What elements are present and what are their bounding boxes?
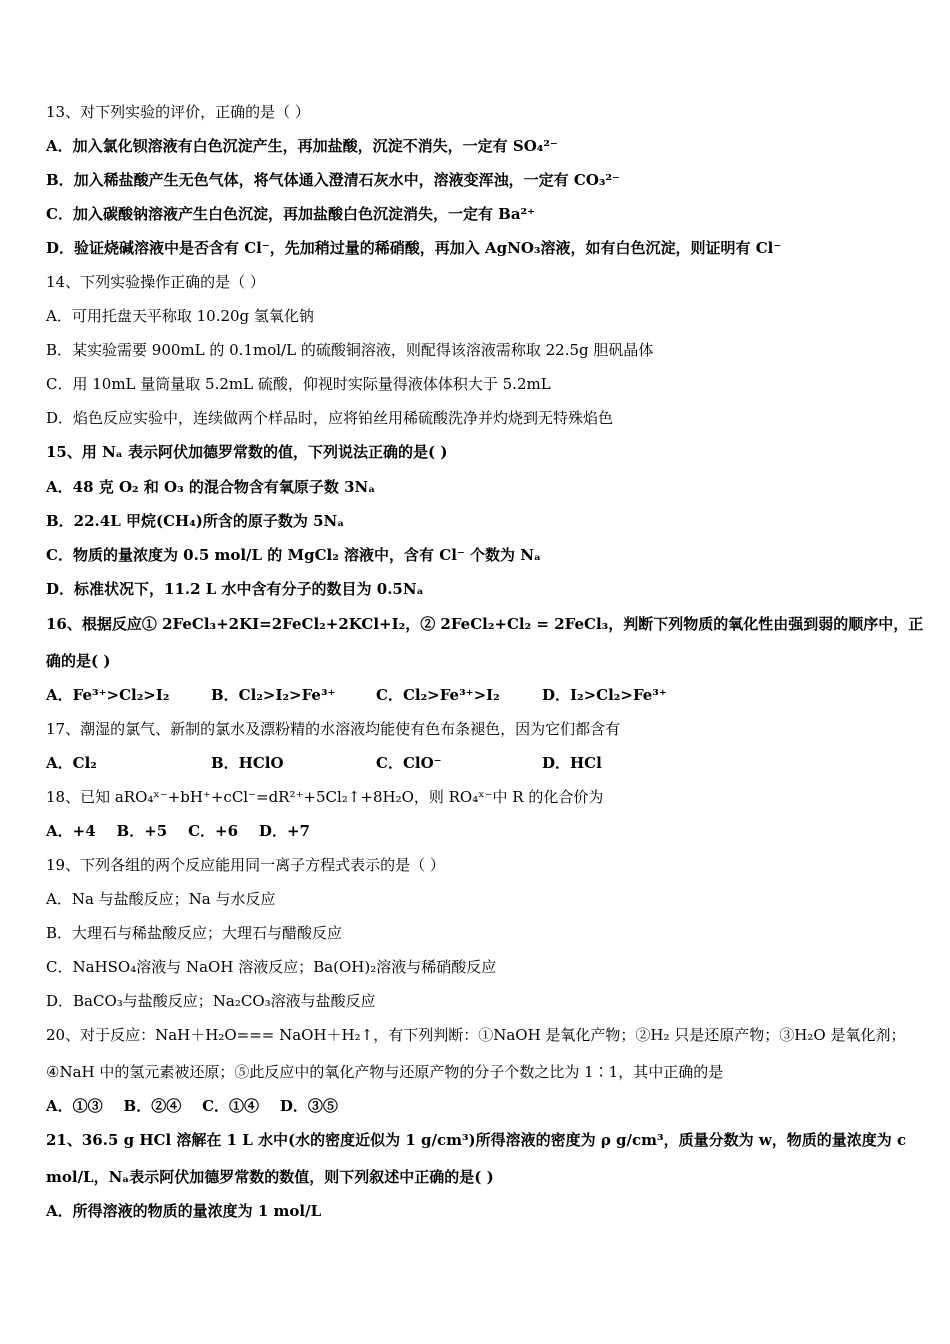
q17-option-b: B．HClO [211,754,284,772]
q16-option-b: B．Cl₂>I₂>Fe³⁺ [211,686,336,704]
q16-option-a: A．Fe³⁺>Cl₂>I₂ [46,686,170,704]
q13-option-b: B．加入稀盐酸产生无色气体，将气体通入澄清石灰水中，溶液变浑浊，一定有 CO₃²⁻ [46,171,620,189]
q14-option-a: A．可用托盘天平称取 10.20g 氢氧化钠 [46,307,314,325]
q15-option-b: B．22.4L 甲烷(CH₄)所含的原子数为 5Nₐ [46,512,345,530]
q13-stem: 13、对下列实验的评价，正确的是（ ） [46,103,310,121]
q21-stem-line1: 21、36.5 g HCl 溶解在 1 L 水中(水的密度近似为 1 g/cm³)所得溶液的密度为 ρ g/cm³，质量分数为 w，物质的量浓度为 c [46,1131,907,1149]
q18-options: A．+4 B．+5 C．+6 D．+7 [46,822,310,840]
q17-stem: 17、潮湿的氯气、新制的氯水及漂粉精的水溶液均能使有色布条褪色，因为它们都含有 [46,720,621,738]
q16-options [46,685,910,705]
q21-stem-line2: mol/L，Nₐ表示阿伏加德罗常数的数值，则下列叙述中正确的是( ) [46,1168,494,1186]
q17-option-d: D．HCl [542,754,602,772]
q13-option-a: A．加入氯化钡溶液有白色沉淀产生，再加盐酸，沉淀不消失，一定有 SO₄²⁻ [46,137,558,155]
q15-stem: 15、用 Nₐ 表示阿伏加德罗常数的值，下列说法正确的是( ) [46,443,448,461]
q19-option-d: D．BaCO₃与盐酸反应；Na₂CO₃溶液与盐酸反应 [46,992,376,1010]
q14-option-d: D．焰色反应实验中，连续做两个样品时，应将铂丝用稀硫酸洗净并灼烧到无特殊焰色 [46,409,614,427]
q19-option-b: B．大理石与稀盐酸反应；大理石与醋酸反应 [46,924,343,942]
q17-options [46,753,910,773]
q14-option-c: C．用 10mL 量筒量取 5.2mL 硫酸，仰视时实际量得液体体积大于 5.2mL [46,375,551,393]
q17-option-a: A．Cl₂ [46,754,97,772]
q14-stem: 14、下列实验操作正确的是（ ） [46,273,265,291]
q15-option-d: D．标准状况下，11.2 L 水中含有分子的数目为 0.5Nₐ [46,580,424,598]
q14-option-b: B．某实验需要 900mL 的 0.1mol/L 的硫酸铜溶液，则配得该溶液需称取 22.5g 胆矾晶体 [46,341,654,359]
q13-option-c: C．加入碳酸钠溶液产生白色沉淀，再加盐酸白色沉淀消失，一定有 Ba²⁺ [46,205,536,223]
q17-option-c: C．ClO⁻ [376,754,442,772]
q16-option-d: D．I₂>Cl₂>Fe³⁺ [542,686,667,704]
q18-stem: 18、已知 aRO₄ˣ⁻+bH⁺+cCl⁻=dR²⁺+5Cl₂↑+8H₂O，则 RO₄ˣ⁻中 R 的化合价为 [46,788,604,806]
q15-option-c: C．物质的量浓度为 0.5 mol/L 的 MgCl₂ 溶液中，含有 Cl⁻ 个数为 Nₐ [46,546,541,564]
q15-option-a: A．48 克 O₂ 和 O₃ 的混合物含有氧原子数 3Nₐ [46,478,376,496]
q19-stem: 19、下列各组的两个反应能用同一离子方程式表示的是（ ） [46,856,445,874]
q19-option-c: C．NaHSO₄溶液与 NaOH 溶液反应；Ba(OH)₂溶液与稀硝酸反应 [46,958,497,976]
q16-stem-line1: 16、根据反应① 2FeCl₃+2KI=2FeCl₂+2KCl+I₂，② 2FeCl₂+Cl₂ = 2FeCl₃，判断下列物质的氧化性由强到弱的顺序中，正 [46,615,924,633]
q20-stem-line2: ④NaH 中的氢元素被还原；⑤此反应中的氧化产物与还原产物的分子个数之比为 1∶1，其中正确的是 [46,1063,724,1081]
q16-stem-line2: 确的是( ) [46,652,111,670]
q20-options: A．①③ B．②④ C．①④ D．③⑤ [46,1097,338,1115]
q21-option-a: A．所得溶液的物质的量浓度为 1 mol/L [46,1202,322,1220]
q20-stem-line1: 20、对于反应：NaH＋H₂O=== NaOH＋H₂↑，有下列判断：①NaOH 是氧化产物；②H₂ 只是还原产物；③H₂O 是氧化剂； [46,1026,906,1044]
q13-option-d: D．验证烧碱溶液中是否含有 Cl⁻，先加稍过量的稀硝酸，再加入 AgNO₃溶液，如有白色沉淀，则证明有 Cl⁻ [46,239,782,257]
q16-option-c: C．Cl₂>Fe³⁺>I₂ [376,686,500,704]
q19-option-a: A．Na 与盐酸反应；Na 与水反应 [46,890,276,908]
